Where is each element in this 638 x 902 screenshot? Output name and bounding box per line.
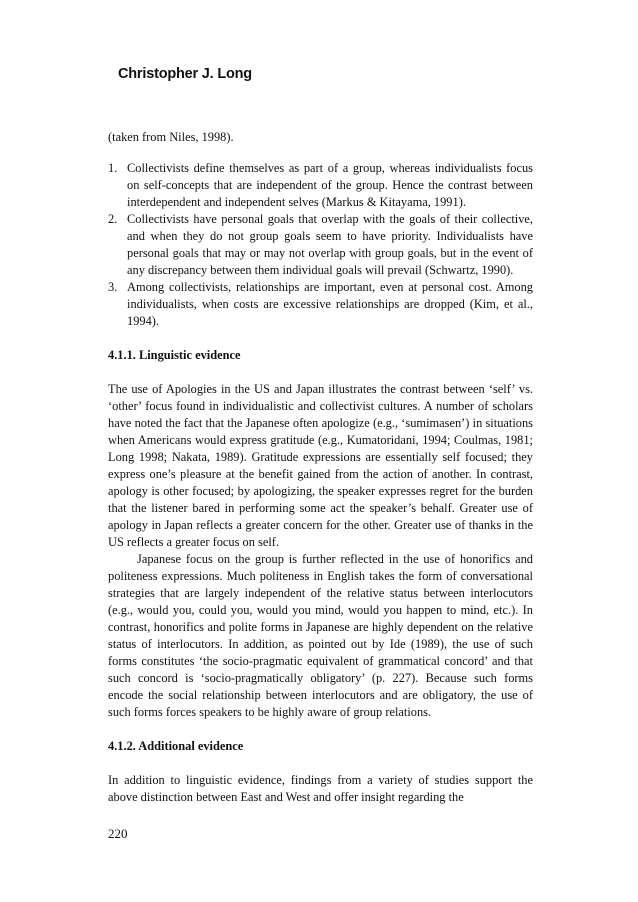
list-item-text: Collectivists have personal goals that overlap with the goals of their collective, and when they do not group goals seem to have priority. Individualists have personal goals that may or may not overlap with group goals, but in the event of any discrepancy between them individual goals will prevail (Schwartz, 1990). [127, 212, 533, 277]
list-item-number: 2. [108, 212, 118, 226]
section-heading: 4.1.2. Additional evidence [108, 739, 244, 753]
paragraph: Japanese focus on the group is further reflected in the use of honorifics and politeness expressions. Much politeness in English takes the form of conversational strategies that are largely independent of the relative status between interlocutors (e.g., would you, could you, would you mind, would you happen to mind, etc.). In contrast, honorifics and polite forms in Japanese are highly dependent on the relative status of interlocutors. In addition, as pointed out by Ide (1989), the use of such forms constitutes ‘the socio-pragmatic equivalent of grammatical concord’ and that such concord is ‘socio-pragmatically obligatory’ (p. 227). Because such forms encode the social relationship between interlocutors and are obligatory, the use of such forms forces speakers to be highly aware of group relations. [108, 552, 533, 719]
running-header-author: Christopher J. Long [118, 66, 252, 82]
list-item-text: Among collectivists, relationships are important, even at personal cost. Among individualists, when costs are excessive relationships are dropped (Kim, et al., 1994). [127, 280, 533, 328]
numbered-list [108, 160, 533, 330]
paragraph: The use of Apologies in the US and Japan illustrates the contrast between ‘self’ vs. ‘other’ focus found in individualistic and collectivist cultures. A number of scholars have noted the fact that the Japanese often apologize (e.g., ‘sumimasen’) in situations when Americans would express gratitude (e.g., Kumatoridani, 1994; Coulmas, 1981; Long 1998; Nakata, 1989). Gratitude expressions are essentially self focused; they express one’s pleasure at the benefit gained from the action of another. In contrast, apology is other focused; by apologizing, the speaker expresses regret for the burden that the listener bared in performing some act the speaker’s behalf. Greater use of apology in Japan reflects a greater concern for the other. Greater use of thanks in the US reflects a greater focus on self. [108, 382, 533, 549]
list-item [108, 279, 533, 330]
list-item-number: 1. [108, 161, 118, 175]
intro-line: (taken from Niles, 1998). [108, 130, 234, 144]
list-item [108, 211, 533, 279]
page-body [108, 129, 533, 806]
paragraph: In addition to linguistic evidence, findings from a variety of studies support the above distinction between East and West and offer insight regarding the [108, 773, 533, 804]
section-heading: 4.1.1. Linguistic evidence [108, 348, 241, 362]
page-number: 220 [108, 826, 128, 841]
list-item [108, 160, 533, 211]
list-item-text: Collectivists define themselves as part of a group, whereas individualists focus on self-concepts that are independent of the group. Hence the contrast between interdependent and independent selves (Markus & Kitayama, 1991). [127, 161, 533, 209]
list-item-number: 3. [108, 280, 118, 294]
